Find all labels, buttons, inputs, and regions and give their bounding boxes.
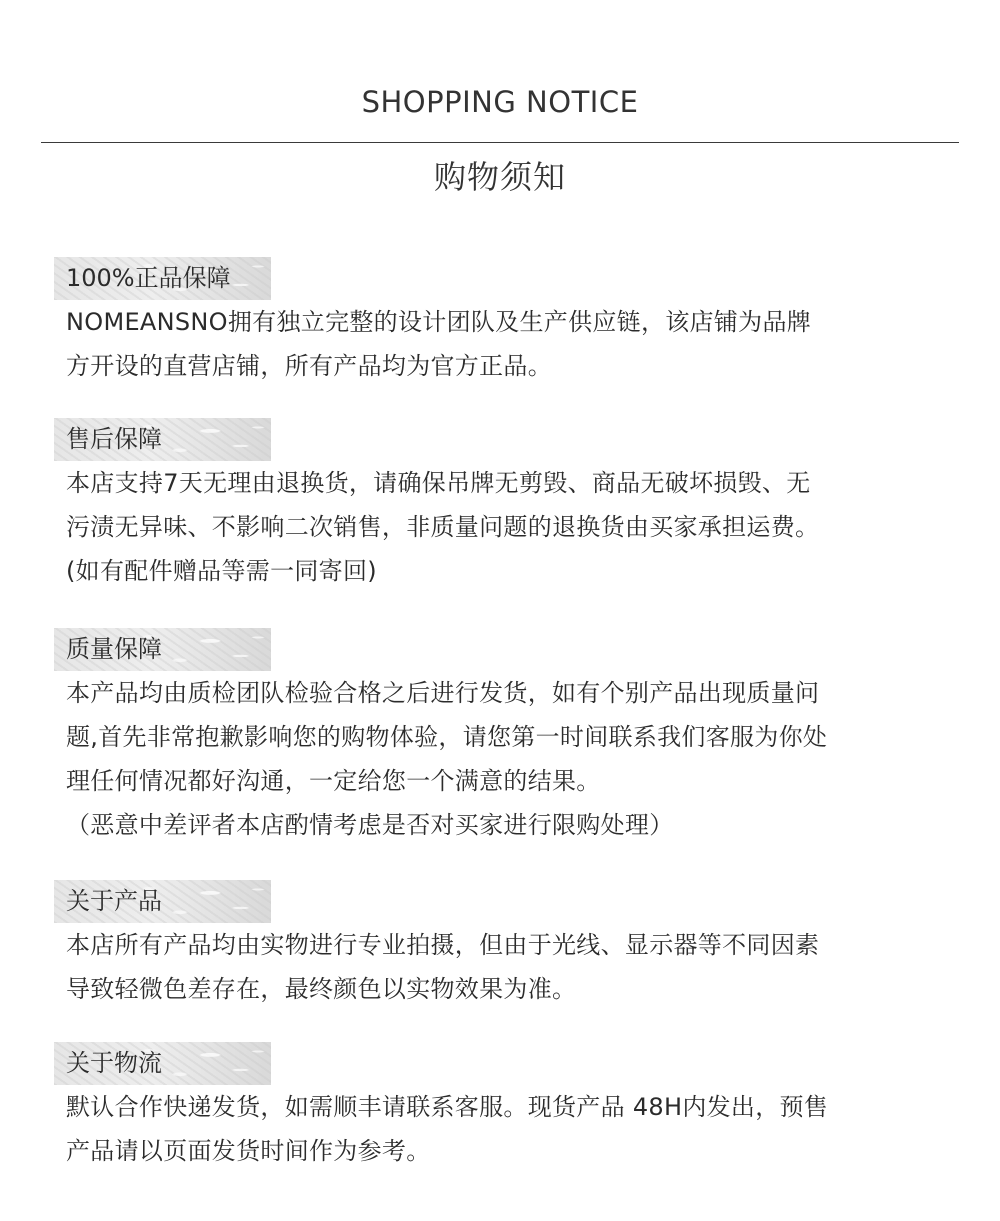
section-body — [54, 461, 954, 593]
section-body — [54, 300, 954, 388]
section-text-line: 导致轻微色差存在，最终颜色以实物效果为准。 — [66, 975, 577, 1003]
section-title: 售后保障 — [54, 418, 271, 461]
section-text-line: 污渍无异味、不影响二次销售，非质量问题的退换货由买家承担运费。 — [66, 513, 820, 541]
section-authenticity — [54, 257, 954, 388]
section-title: 100%正品保障 — [54, 257, 271, 300]
section-text-line: 本店所有产品均由实物进行专业拍摄，但由于光线、显示器等不同因素 — [66, 931, 820, 959]
section-text-line: NOMEANSNO拥有独立完整的设计团队及生产供应链，该店铺为品牌 — [66, 308, 812, 336]
section-quality — [54, 628, 954, 847]
section-product — [54, 880, 954, 1011]
section-text-line: (如有配件赠品等需一同寄回) — [66, 557, 377, 585]
section-text-line: 默认合作快递发货，如需顺丰请联系客服。现货产品 48H内发出，预售 — [66, 1093, 829, 1121]
page-title-en: SHOPPING NOTICE — [361, 85, 639, 119]
section-body — [54, 1085, 954, 1173]
section-logistics — [54, 1042, 954, 1173]
section-text-line: （恶意中差评者本店酌情考虑是否对买家进行限购处理） — [66, 811, 674, 839]
section-text-line: 产品请以页面发货时间作为参考。 — [66, 1137, 431, 1165]
section-text-line: 本产品均由质检团队检验合格之后进行发货，如有个别产品出现质量问 — [66, 679, 820, 707]
section-title: 关于产品 — [54, 880, 271, 923]
section-text-line: 理任何情况都好沟通，一定给您一个满意的结果。 — [66, 767, 601, 795]
section-after-sales — [54, 418, 954, 593]
section-title: 关于物流 — [54, 1042, 271, 1085]
section-text-line: 本店支持7天无理由退换货，请确保吊牌无剪毁、商品无破坏损毁、无 — [66, 469, 811, 497]
section-title: 质量保障 — [54, 628, 271, 671]
title-divider — [41, 142, 959, 143]
section-text-line: 题,首先非常抱歉影响您的购物体验，请您第一时间联系我们客服为你处 — [66, 723, 828, 751]
page-title-cn: 购物须知 — [433, 158, 566, 196]
section-body — [54, 923, 954, 1011]
section-text-line: 方开设的直营店铺，所有产品均为官方正品。 — [66, 352, 552, 380]
section-body — [54, 671, 954, 847]
